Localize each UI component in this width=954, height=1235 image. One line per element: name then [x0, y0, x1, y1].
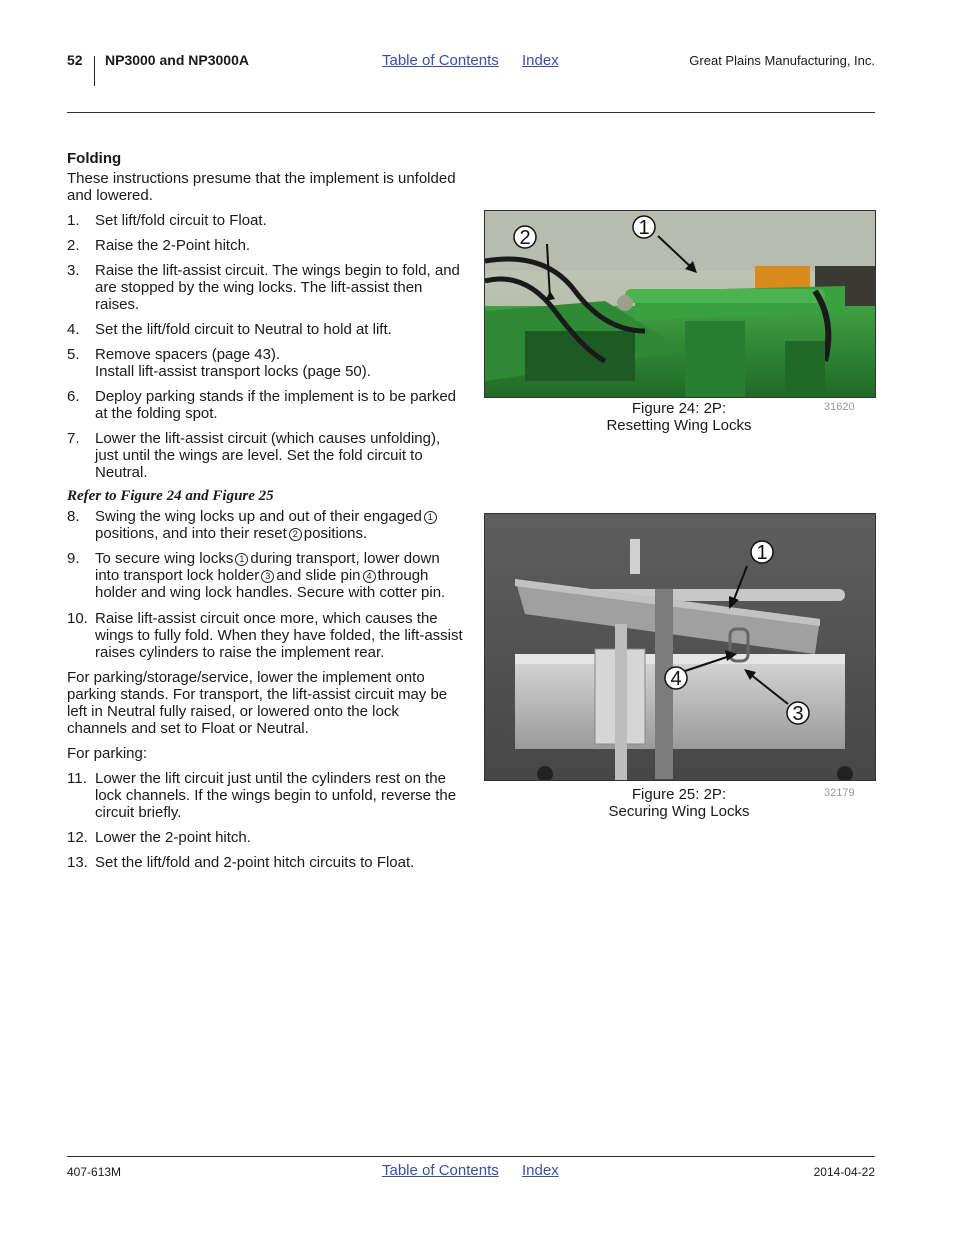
publication-date: 2014-04-22 [813, 1165, 875, 1179]
page-number: 52 [67, 52, 83, 68]
callout-1-label: 1 [756, 542, 768, 564]
figure-24-number: 31620 [824, 401, 855, 413]
paragraph-parking-storage: For parking/storage/service, lower the implement onto parking stands. For transport, the lift-assist circuit may be left in Neutral fully raised, or lowered onto the lock channels and set to Float or Neutral. [67, 669, 448, 737]
figure-reference: Refer to Figure 24 and Figure 25 [67, 488, 274, 504]
company-name: Great Plains Manufacturing, Inc. [689, 53, 875, 68]
callout-1-label: 1 [638, 217, 650, 239]
figure-25-caption: Figure 25: 2P: Securing Wing Locks [608, 786, 750, 820]
callout-2-label: 2 [519, 227, 531, 249]
figure-25-number: 32179 [824, 787, 855, 799]
callout-circle: 4 [363, 570, 376, 583]
document-title: NP3000 and NP3000A [105, 52, 249, 68]
callout-circle: 1 [235, 553, 248, 566]
paragraph-for-parking: For parking: [67, 745, 148, 762]
figure-25-illustration [484, 513, 876, 781]
footer-toc-link[interactable]: Table of Contents [382, 1162, 499, 1179]
header-index-link[interactable]: Index [522, 52, 559, 69]
callout-circle: 3 [261, 570, 274, 583]
figure-24-photo [484, 210, 876, 398]
footer-index-link[interactable]: Index [522, 1162, 559, 1179]
section-intro: These instructions presume that the implement is unfolded and lowered. [67, 170, 456, 204]
header-toc-link[interactable]: Table of Contents [382, 52, 499, 69]
header-rule [67, 112, 875, 113]
section-heading: Folding [67, 150, 122, 167]
callout-4-label: 4 [670, 668, 682, 690]
figure-24-caption: Figure 24: 2P: Resetting Wing Locks [606, 400, 752, 434]
callout-3-label: 3 [792, 703, 804, 725]
footer-rule [67, 1156, 875, 1157]
callout-circle: 1 [424, 511, 437, 524]
header-divider [94, 56, 95, 86]
callout-circle: 2 [289, 528, 302, 541]
document-number: 407-613M [67, 1165, 122, 1179]
